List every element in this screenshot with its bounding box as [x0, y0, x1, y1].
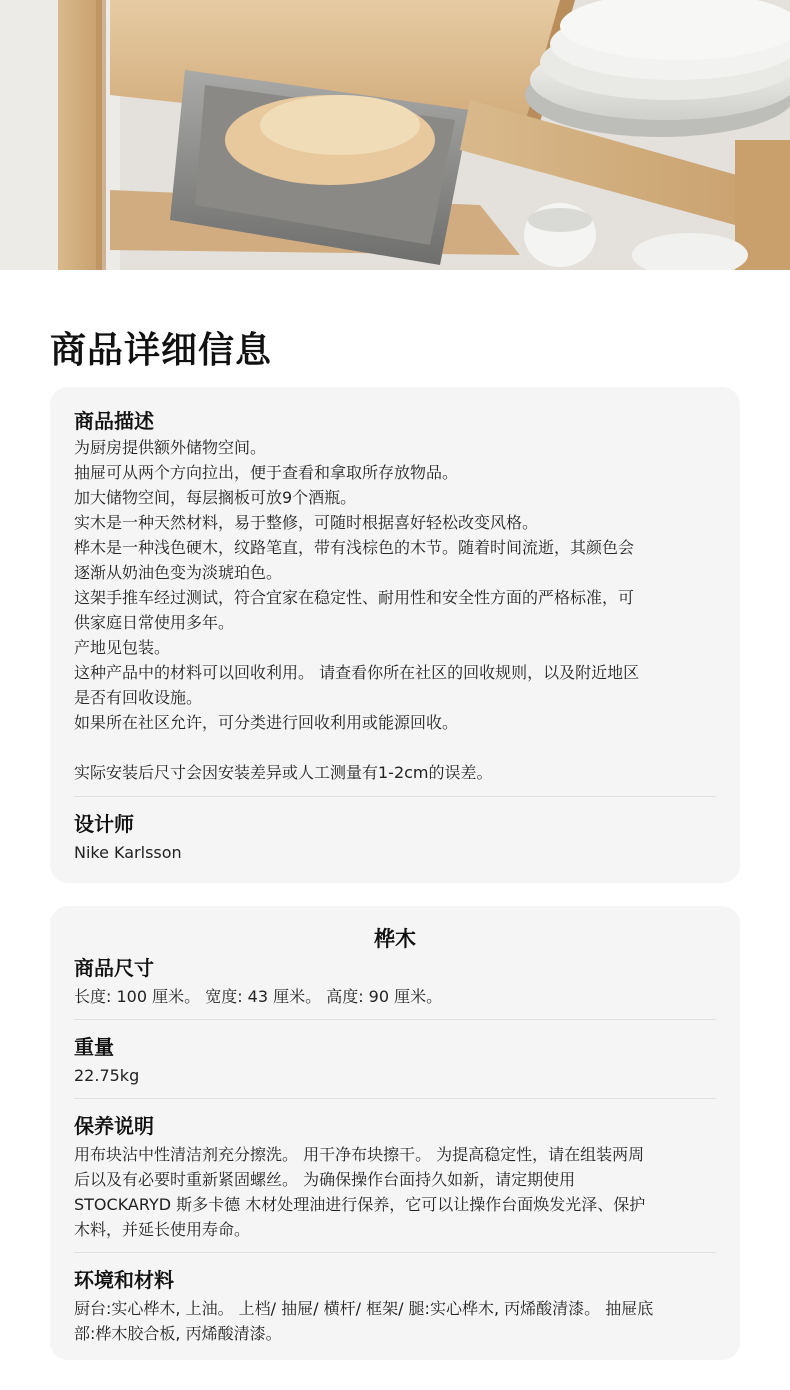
care-body	[74, 1142, 716, 1242]
description-line: 桦木是一种浅色硬木，纹路笔直，带有浅棕色的木节。随着时间流逝，其颜色会	[74, 538, 635, 557]
dimensions-text: 长度: 100 厘米。 宽度: 43 厘米。 高度: 90 厘米。	[74, 987, 443, 1006]
weight-title: 重量	[74, 1035, 114, 1059]
environment-line: 部:桦木胶合板, 丙烯酸清漆。	[74, 1324, 282, 1343]
description-line: 供家庭日常使用多年。	[74, 613, 235, 632]
care-title: 保养说明	[74, 1114, 154, 1138]
designer-name: Nike Karlsson	[74, 843, 182, 862]
environment-line: 厨台:实心桦木, 上油。 上档/ 抽屉/ 横杆/ 框架/ 腿:实心桦木, 丙烯酸清漆。 抽屉底	[74, 1299, 654, 1318]
care-line: STOCKARYD 斯多卡德 木材处理油进行保养，它可以让操作台面焕发光泽、保护	[74, 1195, 646, 1214]
product-description-card	[50, 387, 740, 883]
care-line: 后以及有必要时重新紧固螺丝。 为确保操作台面持久如新，请定期使用	[74, 1170, 576, 1189]
material-heading: 桦木	[374, 927, 416, 951]
weight-text: 22.75kg	[74, 1066, 140, 1085]
environment-body	[74, 1296, 716, 1346]
description-line: 这架手推车经过测试，符合宜家在稳定性、耐用性和安全性方面的严格标准，可	[74, 588, 635, 607]
description-line: 是否有回收设施。	[74, 688, 203, 707]
page-title: 商品详细信息	[50, 330, 273, 371]
care-line: 木料，并延长使用寿命。	[74, 1220, 251, 1239]
hero-image	[0, 0, 790, 270]
description-line: 这种产品中的材料可以回收利用。 请查看你所在社区的回收规则，以及附近地区	[74, 663, 640, 682]
environment-title: 环境和材料	[74, 1268, 174, 1292]
product-specs-card	[50, 906, 740, 1360]
designer-title: 设计师	[74, 812, 134, 836]
description-body	[74, 435, 716, 785]
description-line: 产地见包装。	[74, 638, 171, 657]
care-line: 用布块沾中性清洁剂充分擦洗。 用干净布块擦干。 为提高稳定性，请在组装两周	[74, 1145, 645, 1164]
description-title: 商品描述	[74, 409, 154, 433]
dimension-tolerance-note: 实际安装后尺寸会因安装差异或人工测量有1-2cm的误差。	[74, 763, 493, 782]
dimensions-title: 商品尺寸	[74, 956, 154, 980]
description-line: 加大储物空间，每层搁板可放9个酒瓶。	[74, 488, 357, 507]
description-line: 如果所在社区允许，可分类进行回收利用或能源回收。	[74, 713, 459, 732]
description-line: 实木是一种天然材料，易于整修，可随时根据喜好轻松改变风格。	[74, 513, 539, 532]
kitchen-trolley-illustration	[0, 0, 790, 270]
description-line: 逐渐从奶油色变为淡琥珀色。	[74, 563, 283, 582]
description-line: 抽屉可从两个方向拉出，便于查看和拿取所存放物品。	[74, 463, 459, 482]
description-line: 为厨房提供额外储物空间。	[74, 438, 267, 457]
